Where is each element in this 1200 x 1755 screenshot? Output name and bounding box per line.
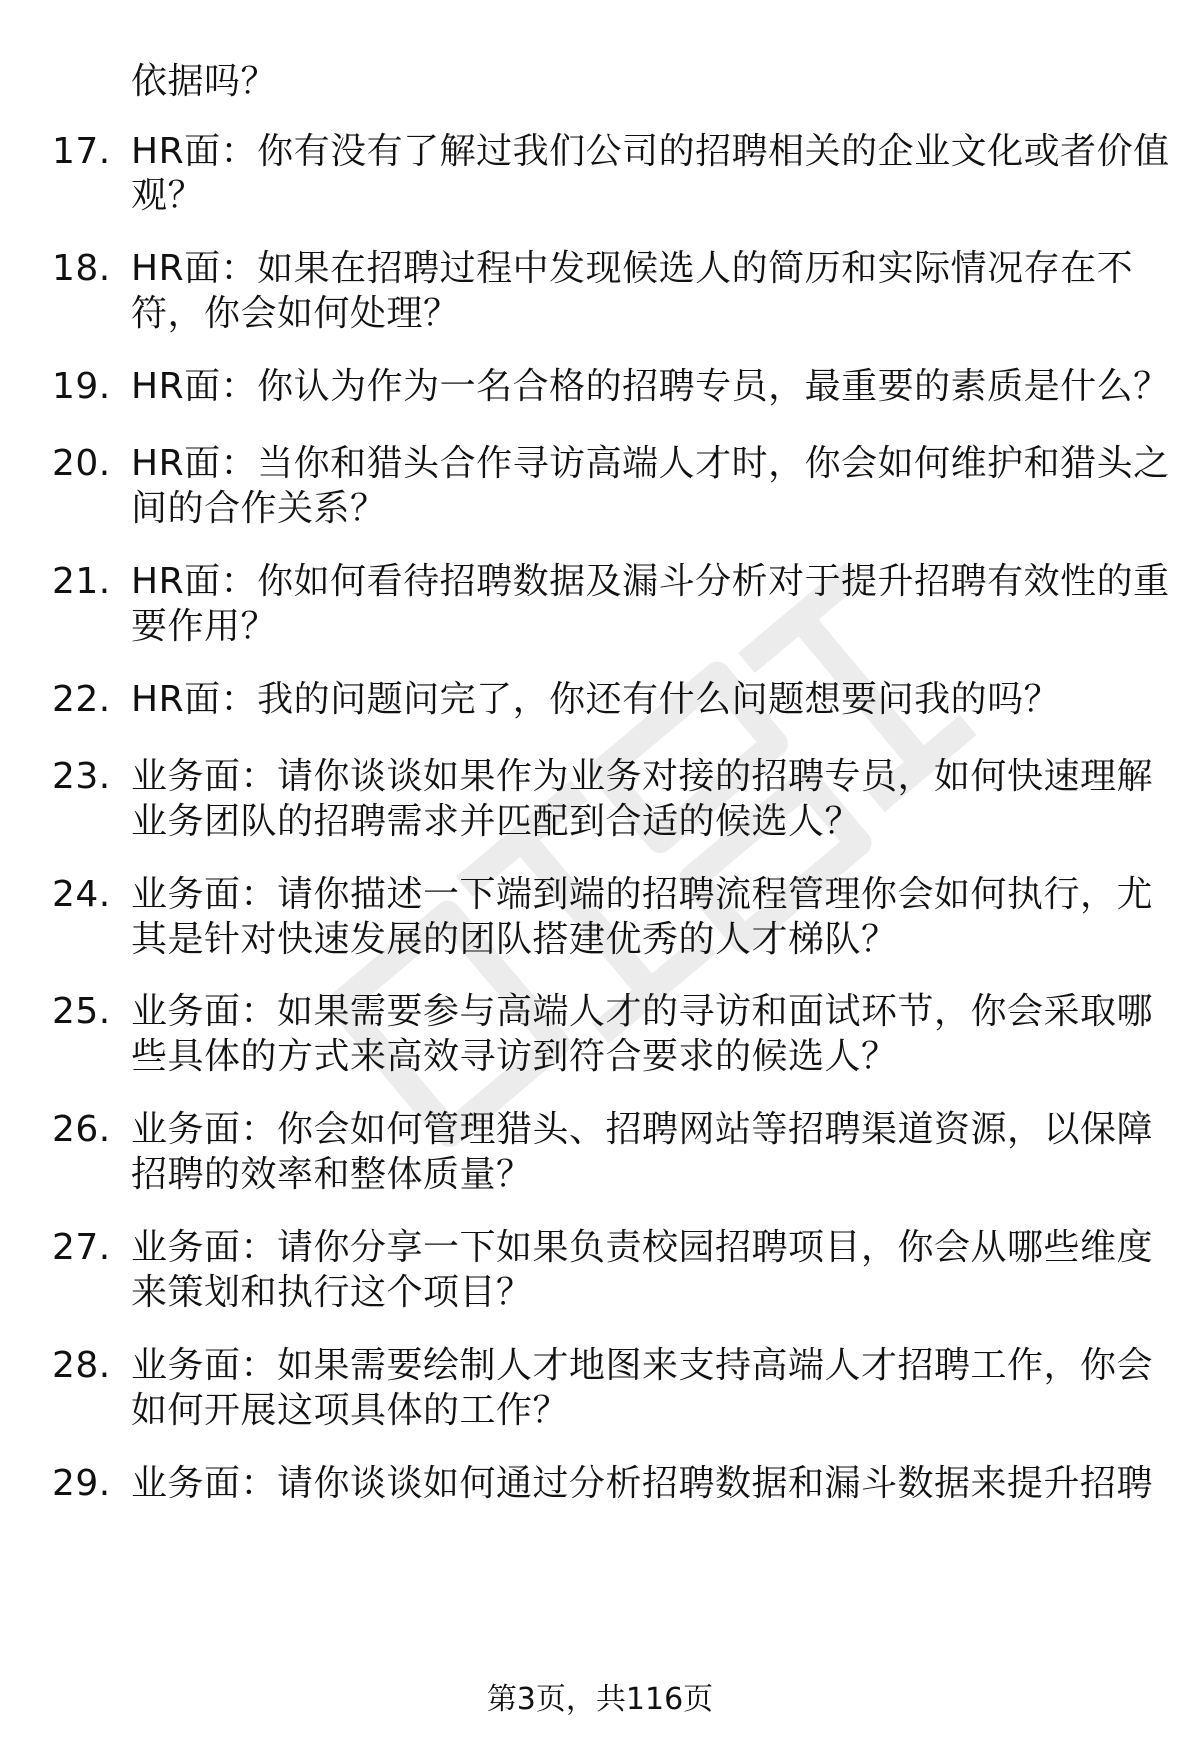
question-number: 21. — [52, 561, 111, 602]
question-text-line: 业务面：请你谈谈如何通过分析招聘数据和漏斗数据来提升招聘 — [131, 1463, 1154, 1504]
question-number: 26. — [52, 1109, 111, 1150]
question-number: 20. — [52, 443, 111, 484]
question-number: 19. — [52, 366, 111, 407]
question-text-line: HR面：我的问题问完了，你还有什么问题想要问我的吗？ — [131, 679, 1061, 720]
question-text-line: 业务团队的招聘需求并匹配到合适的候选人？ — [131, 801, 862, 842]
question-number: 25. — [52, 991, 111, 1032]
question-text-line: HR面：如果在招聘过程中发现候选人的简历和实际情况存在不 — [131, 248, 1134, 289]
question-text-line: 些具体的方式来高效寻访到符合要求的候选人？ — [131, 1036, 898, 1077]
question-number: 28. — [52, 1345, 111, 1386]
question-number: 24. — [52, 874, 111, 915]
question-text-line: 招聘的效率和整体质量？ — [131, 1154, 533, 1195]
question-text-line: 其是针对快速发展的团队搭建优秀的人才梯队？ — [131, 919, 898, 960]
question-text-line: HR面：你认为作为一名合格的招聘专员，最重要的素质是什么？ — [131, 366, 1170, 407]
question-number: 29. — [52, 1463, 111, 1504]
question-text-line: 业务面：请你分享一下如果负责校园招聘项目，你会从哪些维度 — [131, 1227, 1154, 1268]
question-number: 23. — [52, 756, 111, 797]
question-text-line: HR面：你有没有了解过我们公司的招聘相关的企业文化或者价值 — [131, 131, 1170, 172]
question-text-line: 业务面：如果需要绘制人才地图来支持高端人才招聘工作，你会 — [131, 1345, 1154, 1386]
page-footer: 第3页，共116页 — [486, 1682, 714, 1717]
question-text-line: 业务面：如果需要参与高端人才的寻访和面试环节，你会采取哪 — [131, 991, 1154, 1032]
question-number: 22. — [52, 679, 111, 720]
question-text-line: 观？ — [131, 175, 205, 216]
question-text-line: HR面：当你和猎头合作寻访高端人才时，你会如何维护和猎头之 — [131, 443, 1170, 484]
question-number: 17. — [52, 131, 111, 172]
question-text-line: 业务面：你会如何管理猎头、招聘网站等招聘渠道资源，以保障 — [131, 1109, 1154, 1150]
question-text-line: 业务面：请你谈谈如果作为业务对接的招聘专员，如何快速理解 — [131, 756, 1154, 797]
question-text-line: 业务面：请你描述一下端到端的招聘流程管理你会如何执行，尤 — [131, 874, 1154, 915]
question-text-line: HR面：你如何看待招聘数据及漏斗分析对于提升招聘有效性的重 — [131, 561, 1170, 602]
question-text-line: 如何开展这项具体的工作？ — [131, 1390, 570, 1431]
question-text-line: 符，你会如何处理？ — [131, 293, 460, 334]
question-number: 27. — [52, 1227, 111, 1268]
question-number: 18. — [52, 248, 111, 289]
question-text-line: 来策划和执行这个项目？ — [131, 1272, 533, 1313]
question-text-line: 要作用？ — [131, 606, 278, 647]
continuation-line: 依据吗？ — [131, 61, 278, 102]
question-text-line: 间的合作关系？ — [131, 488, 387, 529]
